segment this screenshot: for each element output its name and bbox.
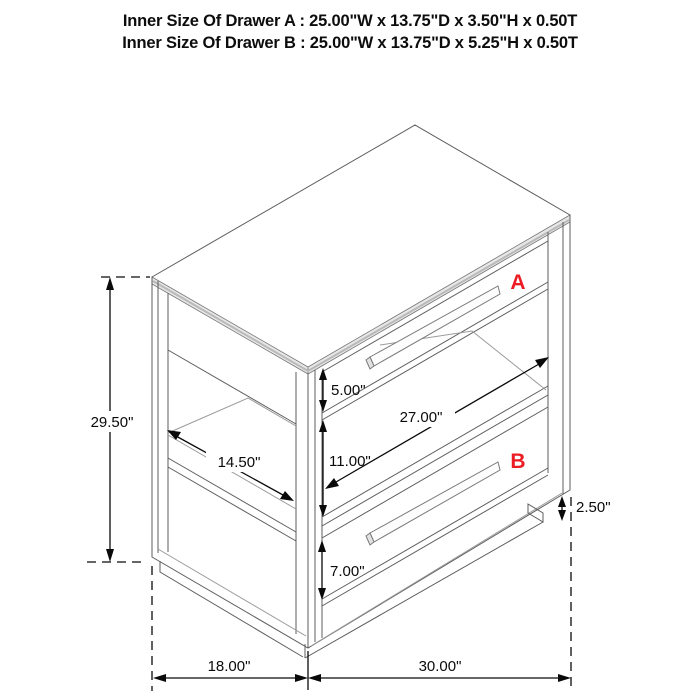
arrowhead-down <box>319 400 327 412</box>
arrowhead-down <box>106 549 114 562</box>
shelf-depth-label: 14.50" <box>217 454 261 471</box>
drawer-a-top-edge <box>322 241 548 372</box>
drawer-a-height-label: 5.00" <box>331 382 366 399</box>
arrowhead-lower-left <box>325 478 339 489</box>
side-sill-lower-edge <box>168 467 296 541</box>
arrowhead-up <box>106 277 114 290</box>
arrowhead-left <box>153 674 166 682</box>
drawer-a-letter: A <box>510 271 526 294</box>
drawer-b-inner-size-text: Inner Size Of Drawer B : 25.00"W x 13.75"D x 5.25"H x 0.50T <box>122 34 578 52</box>
plinth-left-edge <box>160 561 303 657</box>
arrowhead-upper-right <box>535 357 549 368</box>
base-height-label: 2.50" <box>576 499 611 516</box>
arrowhead-up <box>319 420 327 432</box>
opening-top-edge <box>322 289 548 420</box>
drawer-b-letter: B <box>510 450 526 473</box>
dimension-shelf-depth <box>167 430 294 501</box>
arrowhead-left <box>308 674 321 682</box>
drawer-a-inner-size-text: Inner Size Of Drawer A : 25.00"W x 13.75"D x 3.50"H x 0.50T <box>122 12 578 30</box>
dimension-base-height <box>558 496 611 521</box>
dimension-drawer-a-height <box>319 368 366 412</box>
side-depth-label: 18.00" <box>207 658 251 675</box>
open-shelf-height-label: 11.00" <box>329 453 371 470</box>
arrowhead-down <box>558 510 566 521</box>
side-bottom-inner-edge <box>158 549 306 636</box>
side-opening-top-edge <box>168 350 296 424</box>
drawer-b-handle <box>366 462 500 545</box>
dimension-drawer-b-height <box>318 540 365 600</box>
dimension-front-width <box>308 497 571 691</box>
drawer-b-height-label: 7.00" <box>330 563 365 580</box>
dimension-side-depth <box>152 566 308 691</box>
arrowhead-right <box>295 674 308 682</box>
shelf-back-edges <box>168 398 296 433</box>
dimension-overall-height <box>85 277 150 562</box>
opening-width-label: 27.00" <box>399 409 443 426</box>
plinth-bottom-right-edge <box>305 522 543 658</box>
arrowhead-lower-right <box>280 491 294 501</box>
top-slab-shade-line <box>153 220 569 371</box>
arrowhead-up <box>318 540 326 552</box>
drawer-b-handle-bar <box>370 462 500 542</box>
bottom-rail-top-edge <box>322 475 548 606</box>
front-width-label: 30.00" <box>418 658 462 675</box>
arrowhead-right <box>558 674 571 682</box>
plinth <box>160 504 543 658</box>
arrowhead-up <box>558 496 566 507</box>
arrowhead-down <box>318 588 326 600</box>
plinth-right-end-cap <box>528 504 543 522</box>
overall-height-label: 29.50" <box>90 414 134 431</box>
